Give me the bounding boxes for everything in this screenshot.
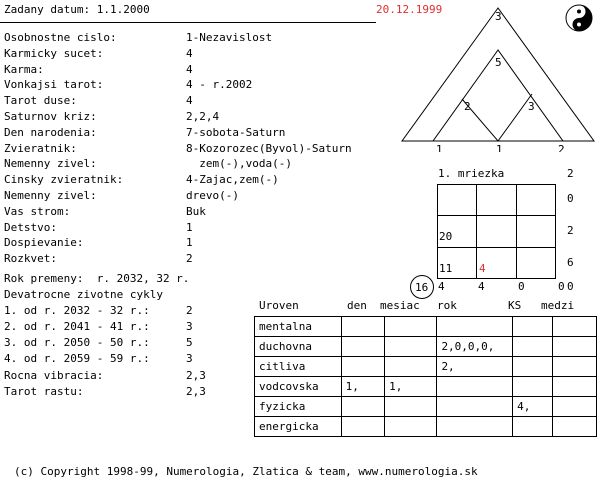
- level-cell: [437, 317, 513, 337]
- levels-header-4: KS: [508, 299, 522, 312]
- rocna-vibracia-label: Rocna vibracia:: [4, 369, 104, 382]
- level-name: fyzicka: [255, 397, 342, 417]
- result-label: Karma:: [4, 62, 44, 76]
- given-date: Zadany datum: 1.1.2000: [4, 3, 150, 16]
- cykly-title: Devatrocne zivotne cykly: [4, 288, 163, 301]
- level-cell: [437, 377, 513, 397]
- tarot-rastu-value: 2,3: [186, 385, 206, 398]
- result-label: Nemenny zivel:: [4, 157, 97, 171]
- level-cell: [437, 397, 513, 417]
- cycle-label: 3. od r. 2050 - 50 r.:: [4, 336, 150, 349]
- result-value: 4: [186, 46, 193, 60]
- result-label: Vas strom:: [4, 204, 71, 218]
- level-cell: [385, 397, 437, 417]
- result-value: 1: [186, 220, 193, 234]
- level-cell: [385, 357, 437, 377]
- mriezka-bottom-value: 4: [478, 280, 485, 293]
- inner-v-lines: [462, 94, 532, 141]
- result-value: 4 - r.2002: [186, 78, 253, 92]
- result-value: zem(-),voda(-): [186, 157, 292, 171]
- level-cell: [513, 357, 553, 377]
- levels-row: [255, 337, 597, 357]
- result-value: drevo(-): [186, 189, 239, 202]
- result-value: 1-Nezavislost: [186, 31, 273, 44]
- cycle-value: 3: [186, 320, 193, 333]
- result-label: Karmicky sucet:: [4, 46, 104, 60]
- result-label: Rozkvet:: [4, 252, 57, 266]
- mriezka-bottom-value: 4: [438, 280, 445, 293]
- cycle-label: 2. od r. 2041 - 41 r.:: [4, 320, 150, 333]
- level-name: duchovna: [255, 337, 342, 357]
- mriezka-circle-value: 16: [415, 281, 429, 294]
- current-date: 20.12.1999: [376, 3, 443, 16]
- yin-yang-icon: [564, 3, 594, 33]
- levels-row: [255, 357, 597, 377]
- result-label: Cinsky zvieratnik:: [4, 173, 124, 187]
- result-value: 8-Kozorozec(Byvol)-Saturn: [186, 141, 352, 155]
- level-cell: [552, 417, 596, 437]
- result-label: Detstvo:: [4, 220, 57, 234]
- cycle-value: 5: [186, 336, 193, 349]
- levels-row: [255, 417, 597, 437]
- copyright-footer: (c) Copyright 1998-99, Numerologia, Zlatica & team, www.numerologia.sk: [14, 465, 478, 478]
- level-cell: [552, 317, 596, 337]
- result-value: 4: [186, 62, 193, 76]
- result-value: 4-Zajac,zem(-): [186, 173, 279, 187]
- levels-row: [255, 397, 597, 417]
- level-cell: [437, 417, 513, 437]
- cycle-label: 4. od r. 2059 - 59 r.:: [4, 352, 150, 365]
- level-cell: [552, 377, 596, 397]
- level-name: vodcovska: [255, 377, 342, 397]
- level-cell: [552, 397, 596, 417]
- result-label: Den narodenia:: [4, 125, 97, 139]
- level-cell: [341, 317, 385, 337]
- levels-header-5: medzi: [541, 299, 575, 312]
- level-cell: [341, 397, 385, 417]
- result-value: 7-sobota-Saturn: [186, 125, 286, 139]
- result-label: Dospievanie:: [4, 236, 84, 250]
- result-label: Saturnov kriz:: [4, 110, 97, 123]
- mriezka-right-value: 2: [567, 167, 574, 180]
- level-cell: [513, 317, 553, 337]
- level-name: mentalna: [255, 317, 342, 337]
- header-divider: [0, 22, 376, 23]
- level-cell: [552, 337, 596, 357]
- level-cell: 1,: [341, 377, 385, 397]
- mriezka-right-value: 2: [567, 224, 574, 237]
- mriezka-right-value: 0: [567, 192, 574, 205]
- mriezka-grid: [437, 184, 562, 280]
- result-value: 2,2,4: [186, 110, 220, 123]
- level-cell: [513, 337, 553, 357]
- levels-header-1: den: [347, 299, 367, 312]
- mriezka-cell: 4: [479, 262, 486, 275]
- triangle-inner-top: 5: [495, 56, 502, 69]
- levels-table: [254, 316, 597, 437]
- level-cell: 2,: [437, 357, 513, 377]
- rocna-vibracia-value: 2,3: [186, 369, 206, 382]
- level-cell: 2,0,0,0,: [437, 337, 513, 357]
- level-cell: 1,: [385, 377, 437, 397]
- result-label: Osobnostne cislo:: [4, 31, 117, 44]
- mriezka-circle: [409, 274, 435, 300]
- level-cell: [341, 337, 385, 357]
- levels-row: [255, 317, 597, 337]
- triangle-top: 3: [495, 10, 502, 23]
- triangle-bottom-right: 2: [558, 143, 565, 152]
- mriezka-cell: 20: [439, 230, 453, 243]
- triangle-bottom-mid: 1: [496, 143, 503, 152]
- triangle-mid-right: 3: [528, 100, 535, 113]
- mriezka-right-value: 0: [567, 280, 574, 293]
- mriezka-title: 1. mriezka: [438, 167, 505, 180]
- tarot-rastu-label: Tarot rastu:: [4, 385, 84, 398]
- cycle-value: 3: [186, 352, 193, 365]
- result-label: Tarot duse:: [4, 94, 77, 108]
- level-cell: 4,: [513, 397, 553, 417]
- result-value: 2: [186, 252, 193, 266]
- cycle-label: 1. od r. 2032 - 32 r.:: [4, 304, 150, 317]
- result-label: Zvieratnik:: [4, 141, 77, 155]
- result-label: Vonkajsi tarot:: [4, 78, 104, 92]
- mriezka-bottom-value: 0: [518, 280, 525, 293]
- mriezka-cell: 11: [439, 262, 453, 275]
- result-value: 4: [186, 94, 193, 108]
- levels-header-3: rok: [437, 299, 457, 312]
- cycle-value: 2: [186, 304, 193, 317]
- result-value: 1: [186, 236, 193, 250]
- level-cell: [552, 357, 596, 377]
- level-name: energicka: [255, 417, 342, 437]
- levels-header-2: mesiac: [380, 299, 420, 312]
- level-name: citliva: [255, 357, 342, 377]
- levels-row: [255, 377, 597, 397]
- level-cell: [385, 317, 437, 337]
- mriezka-right-value: 6: [567, 256, 574, 269]
- level-cell: [341, 417, 385, 437]
- levels-header-0: Uroven: [259, 299, 299, 312]
- rok-premeny: Rok premeny: r. 2032, 32 r.: [4, 272, 190, 285]
- mriezka-bottom-value: 0: [558, 280, 565, 293]
- level-cell: [385, 417, 437, 437]
- triangle-bottom-left: 1: [436, 143, 443, 152]
- level-cell: [513, 377, 553, 397]
- level-cell: [341, 357, 385, 377]
- level-cell: [385, 337, 437, 357]
- level-cell: [513, 417, 553, 437]
- result-value: Buk: [186, 204, 206, 218]
- result-label: Nemenny zivel:: [4, 189, 97, 202]
- triangle-mid-left: 2: [464, 100, 471, 113]
